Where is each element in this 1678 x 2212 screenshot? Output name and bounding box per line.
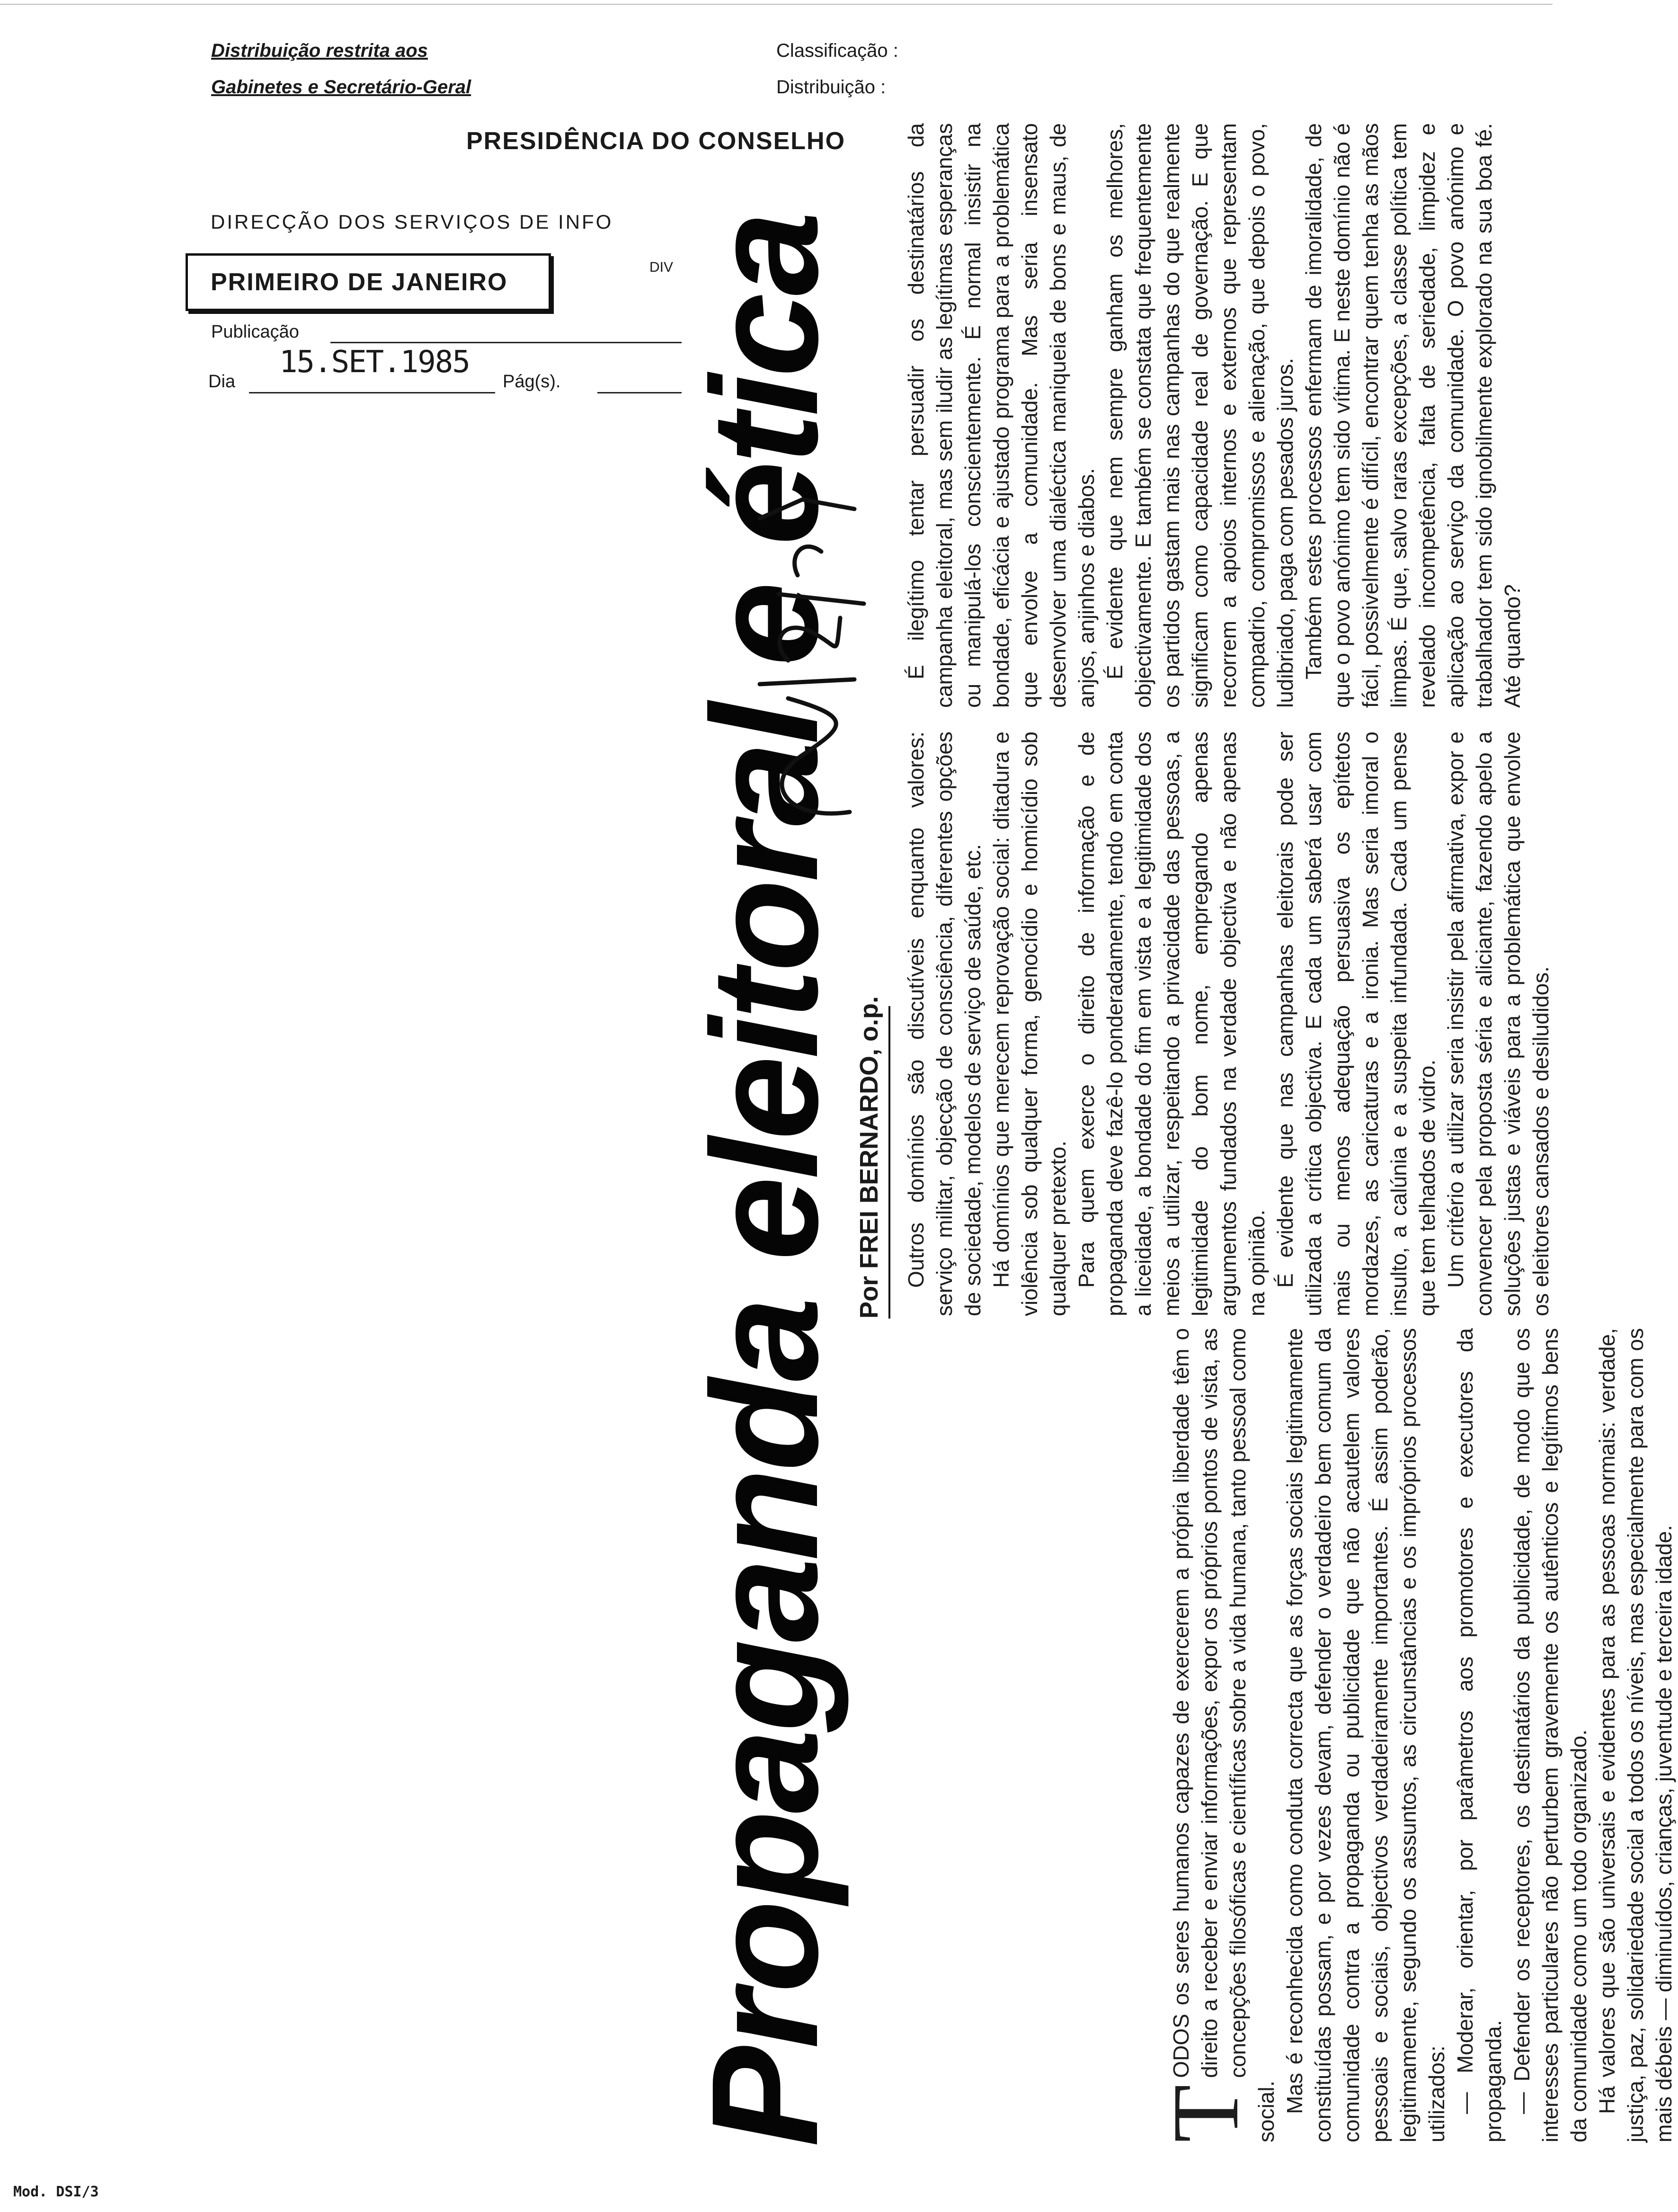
distribution-restriction-line1: Distribuição restrita aos (211, 40, 428, 61)
publication-name: PRIMEIRO DE JANEIRO (211, 268, 508, 296)
paragraph: Para quem exerce o direito de informação e de propaganda deve fazê-lo ponderadamente, tendo em conta a liceidade, a bondade do fim em vista e a legitimidade dos meios a utilizar, respeitando a privacidade das pessoas, a legitimidade do bom nome, empregando apenas argumentos fundados na verdade objectiva e não apenas na opinião. (1074, 731, 1269, 1316)
publication-label: Publicação (211, 322, 299, 342)
presidency-heading: PRESIDÊNCIA DO CONSELHO (466, 127, 846, 155)
handwritten-annotation (731, 414, 873, 840)
paragraph: — Defender os receptores, os destinatários da publicidade, de modo que os interesses particulares não perturbem gravemente os autênticos e legítimos bens da comunidade como um todo organizado. (1509, 1328, 1591, 2142)
paragraph: Mas é reconhecida como conduta correcta que as forças sociais legitimamente constituídas possam, e por vezes devam, defender o verdadeiro bem comum da comunidade contra a propaganda ou publicidade que não acautelem valores pessoais e sociais, objectivos verdadeiramente importantes. É assim poderão, legitimamente, segundo os assuntos, as circunstâncias e os impróprios processos utilizados: (1282, 1328, 1449, 2142)
classification-label: Classificação : (776, 40, 898, 61)
article-title: Propaganda eleitoral e ética (680, 214, 849, 2147)
paragraph: Também estes processos enfermam de imoralidade, de que o povo anónimo tem sido vítima. E neste domínio não é fácil, possivelmente é difícil, encontrar quem tenha as mãos limpas. É que, salvo raras excepções, a classe política tem revelado incompetência, falta de seriedade, limpidez e aplicação ao serviço da comunidade. O povo anónimo e trabalhador tem sido ignobilmente explorado na sua boa fé. Até quando? (1301, 123, 1525, 708)
scan-edge (0, 4, 1553, 5)
paragraph: É evidente que nem sempre ganham os melhores, objectivamente. E também se constata que frequentemente os partidos gastam mais nas campanhas do que realmente significam como capacidade real de governação. E que recorrem a apoios internos e externos que representam compadrio, compromissos e alienação, que depois o povo, ludibriado, paga com pesados juros. (1102, 123, 1297, 708)
division-label: DIV (649, 259, 674, 275)
publication-stamp (186, 253, 551, 311)
newspaper-clipping (680, 121, 1676, 2147)
paragraph: Outros domínios são discutíveis enquanto valores: serviço militar, objecção de consciência, diferentes opções de sociedade, modelos de serviço de saúde, etc. (904, 731, 985, 1316)
paragraph: Há valores que são universais e evidentes para as pessoas normais: verdade, justiça, paz, solidariedade social a todos os níveis, mas especialmente para com os mais débeis — diminuídos, crianças, juventude e terceira idade. (1595, 1328, 1676, 2142)
directorate-heading: DIRECÇÃO DOS SERVIÇOS DE INFO (211, 211, 613, 233)
publication-date: 15.SET.1985 (279, 345, 470, 380)
article-column-1 (1154, 1328, 1678, 2142)
article-column-2 (902, 731, 1555, 1316)
day-label: Dia (208, 372, 236, 392)
article-column-3 (902, 123, 1527, 708)
paragraph: É evidente que nas campanhas eleitorais pode ser utilizada a crítica objectiva. E cada um saberá usar com mais ou menos adequação persuasiva os epítetos mordazes, as caricaturas e a ironia. Mas seria imoral o insulto, a calúnia e a suspeita infundada. Cada um pense que tem telhados de vidro. (1273, 731, 1439, 1316)
distribution-label: Distribuição : (776, 77, 886, 98)
paragraph: Há domínios que merecem reprovação social: ditadura e violência sob qualquer forma, genocídio e homicídio sob qualquer pretexto. (989, 731, 1070, 1316)
byline-rule (888, 1006, 890, 1319)
drop-cap: T (1154, 2084, 1258, 2142)
form-code: Mod. DSI/3 (13, 2184, 99, 2200)
pages-label: Pág(s). (503, 372, 561, 392)
paragraph: Um critério a utilizar seria insistir pela afirmativa, expor e convencer pela proposta séria e aliciante, fazendo apelo a soluções justas e viáveis para a problemática que envolve os eleitores cansados e desiludidos. (1443, 731, 1553, 1316)
paragraph: — Moderar, orientar, por parâmetros aos promotores e executores da propaganda. (1453, 1328, 1506, 2142)
article-byline: Por FREI BERNARDO, o.p. (855, 996, 883, 1319)
publication-rule (330, 342, 682, 343)
pages-rule (597, 392, 682, 393)
day-rule (249, 392, 495, 393)
distribution-restriction-line2: Gabinetes e Secretário-Geral (211, 77, 471, 98)
paragraph: É ilegítimo tentar persuadir os destinatários da campanha eleitoral, mas sem iludir as legítimas esperanças ou manipulá-los conscientemente. É normal insistir na bondade, eficácia e ajustado programa para a problemática que envolve a comunidade. Mas seria insensato desenvolver uma dialéctica maniqueia de bons e maus, de anjos, anjinhos e diabos. (904, 123, 1099, 708)
paragraph: ODOS os seres humanos capazes de exercerem a própria liberdade têm o direito a receber e enviar informações, expor os próprios pontos de vista, as concepções filosóficas e científicas sobre a vida humana, tanto pessoal como social. (1169, 1328, 1278, 2142)
